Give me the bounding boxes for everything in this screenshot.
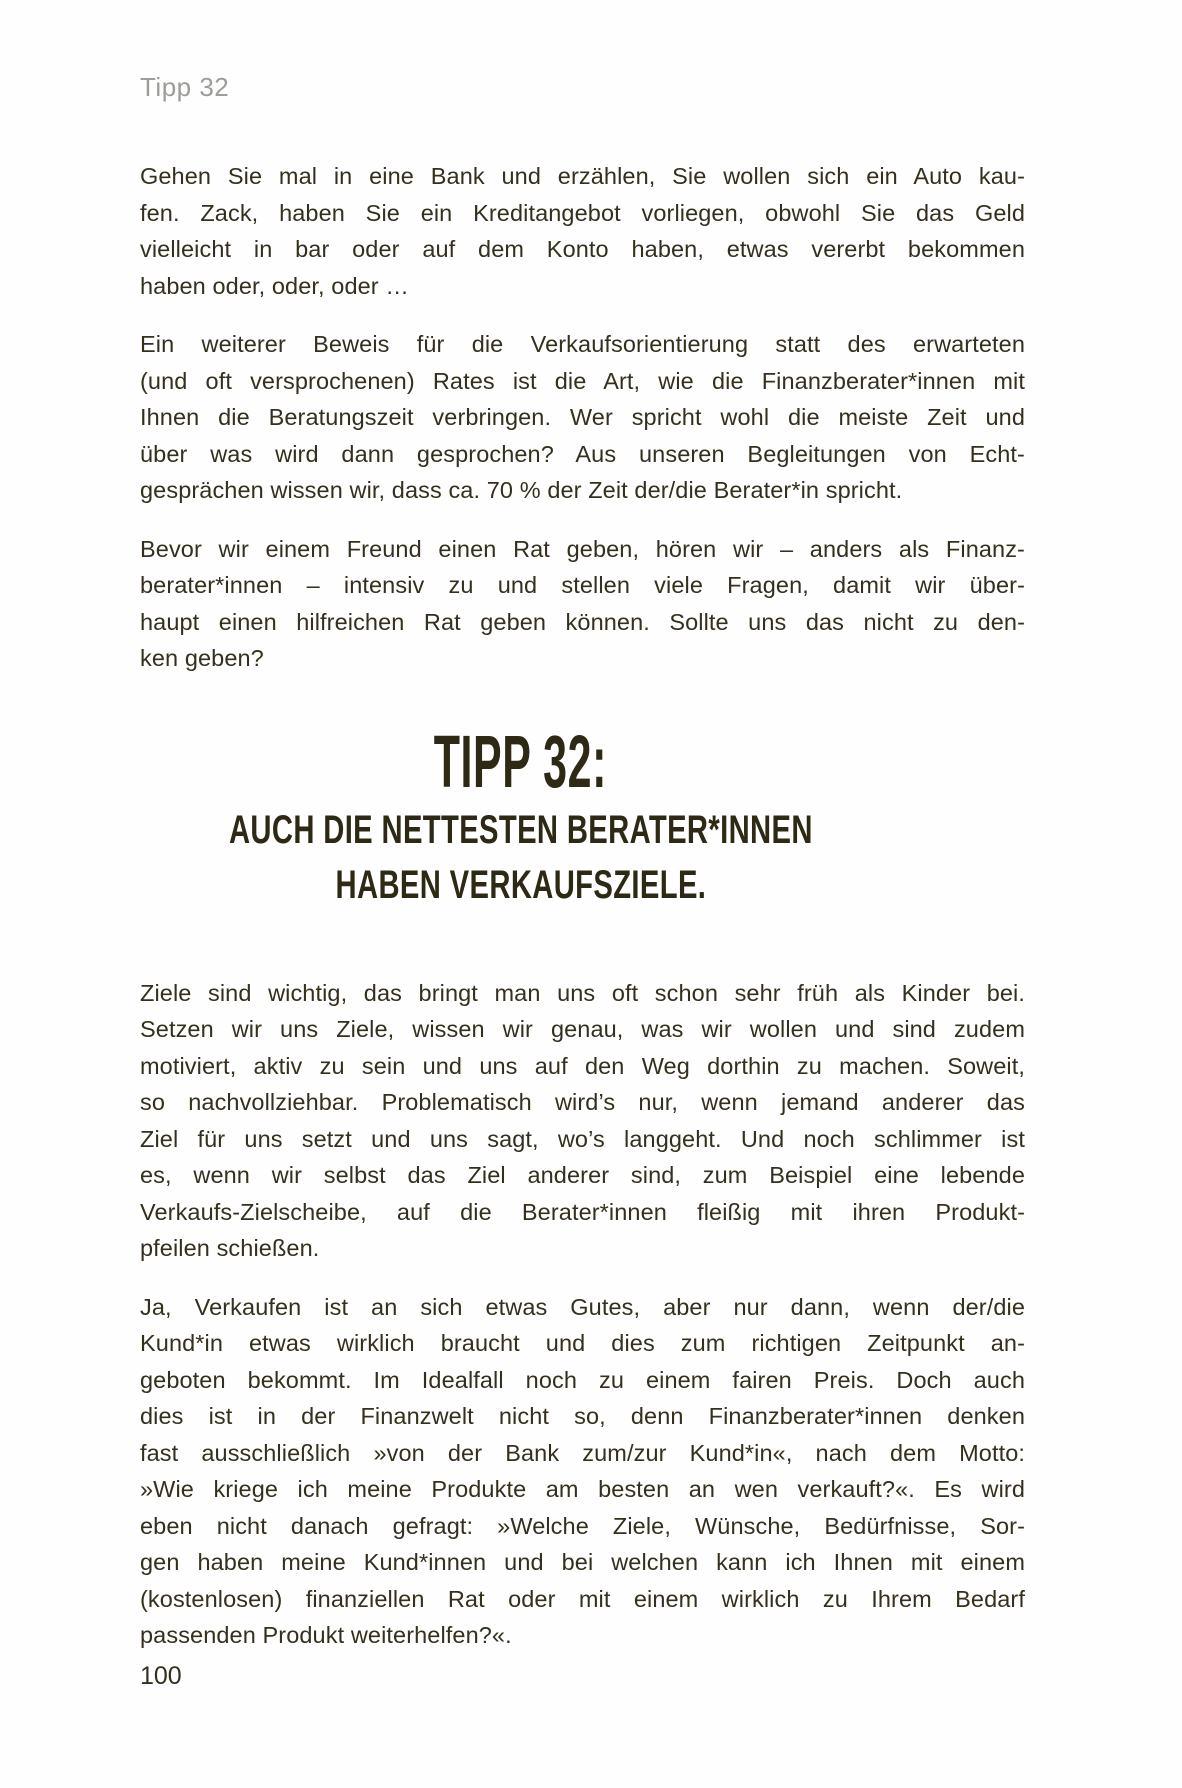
text-line: pfeilen schießen. — [140, 1235, 320, 1261]
text-line: Bevor wir einem Freund einen Rat geben, hören wir – anders als Finanz- — [140, 535, 1025, 562]
text-line: eben nicht danach gefragt: »Welche Ziele, Wünsche, Bedürfnisse, Sor- — [140, 1512, 1025, 1539]
tip-title-text: TIPP 32: — [433, 719, 608, 803]
running-header: Tipp 32 — [140, 72, 230, 102]
text-line: Gehen Sie mal in eine Bank und erzählen, Sie wollen sich ein Auto kau- — [140, 163, 1025, 189]
text-line: haupt einen hilfreichen Rat geben können. Sollte uns das nicht zu den- — [140, 608, 1025, 635]
page-number: 100 — [140, 1662, 182, 1690]
text-line: geboten bekommt. Im Idealfall noch zu einem fairen Preis. Doch auch — [140, 1366, 1025, 1393]
paragraph — [140, 975, 1025, 1267]
text-line: Verkaufs-Zielscheibe, auf die Berater*innen fleißig mit ihren Produkt- — [140, 1198, 1025, 1225]
text-line: über was wird dann gesprochen? Aus unseren Begleitungen von Echt- — [140, 440, 1025, 467]
text-line: Ja, Verkaufen ist an sich etwas Gutes, aber nur dann, wenn der/die — [140, 1293, 1025, 1320]
text-line: gesprächen wissen wir, dass ca. 70 % der Zeit der/die Berater*in spricht. — [140, 477, 903, 503]
text-line: Kund*in etwas wirklich braucht und dies zum richtigen Zeitpunkt an- — [140, 1330, 1025, 1356]
paragraph — [140, 1289, 1025, 1654]
text-line: Ihnen die Beratungszeit verbringen. Wer spricht wohl die meiste Zeit und — [140, 404, 1025, 430]
text-line: Ziele sind wichtig, das bringt man uns oft schon sehr früh als Kinder bei. — [140, 979, 1025, 1006]
tip-title — [78, 719, 963, 803]
text-line: Ziel für uns setzt und uns sagt, wo’s langgeht. Und noch schlimmer ist — [140, 1125, 1025, 1152]
paragraphs-before-heading — [140, 158, 1025, 677]
text-line: gen haben meine Kund*innen und bei welchen kann ich Ihnen mit einem — [140, 1549, 1025, 1575]
tip-subtitle-line — [78, 807, 963, 862]
text-line: fen. Zack, haben Sie ein Kreditangebot vorliegen, obwohl Sie das Geld — [140, 199, 1025, 226]
tip-heading — [78, 719, 963, 917]
text-line: fast ausschließlich »von der Bank zum/zur Kund*in«, nach dem Motto: — [140, 1439, 1025, 1466]
text-line: es, wenn wir selbst das Ziel anderer sind, zum Beispiel eine lebende — [140, 1162, 1025, 1188]
text-line: (und oft versprochenen) Rates ist die Art, wie die Finanzberater*innen mit — [140, 367, 1025, 394]
paragraphs-after-heading — [140, 975, 1025, 1654]
text-line: so nachvollziehbar. Problematisch wird’s nur, wenn jemand anderer das — [140, 1089, 1025, 1115]
text-line: passenden Produkt weiterhelfen?«. — [140, 1622, 512, 1648]
text-line: haben oder, oder, oder … — [140, 272, 409, 299]
text-line: dies ist in der Finanzwelt nicht so, denn Finanzberater*innen denken — [140, 1403, 1025, 1429]
text-line: (kostenlosen) finanziellen Rat oder mit einem wirklich zu Ihrem Bedarf — [140, 1585, 1025, 1612]
tip-subtitle-line-text: HABEN VERKAUFSZIELE. — [335, 862, 706, 907]
text-line: ken geben? — [140, 645, 264, 671]
tip-subtitle-line-text: AUCH DIE NETTESTEN BERATER*INNEN — [228, 807, 813, 852]
tip-subtitle — [78, 807, 963, 917]
text-line: Ein weiterer Beweis für die Verkaufsorientierung statt des erwarteten — [140, 331, 1025, 357]
text-line: vielleicht in bar oder auf dem Konto haben, etwas vererbt bekommen — [140, 236, 1025, 262]
text-line: »Wie kriege ich meine Produkte am besten an wen verkauft?«. Es wird — [140, 1476, 1025, 1502]
paragraph — [140, 326, 1025, 509]
text-line: berater*innen – intensiv zu und stellen viele Fragen, damit wir über- — [140, 572, 1025, 598]
paragraph — [140, 531, 1025, 677]
text-line: Setzen wir uns Ziele, wissen wir genau, was wir wollen und sind zudem — [140, 1016, 1025, 1042]
paragraph — [140, 158, 1025, 304]
text-line: motiviert, aktiv zu sein und uns auf den Weg dorthin zu machen. Soweit, — [140, 1052, 1025, 1079]
body-text-column — [140, 158, 1025, 1676]
tip-subtitle-line — [78, 862, 963, 917]
